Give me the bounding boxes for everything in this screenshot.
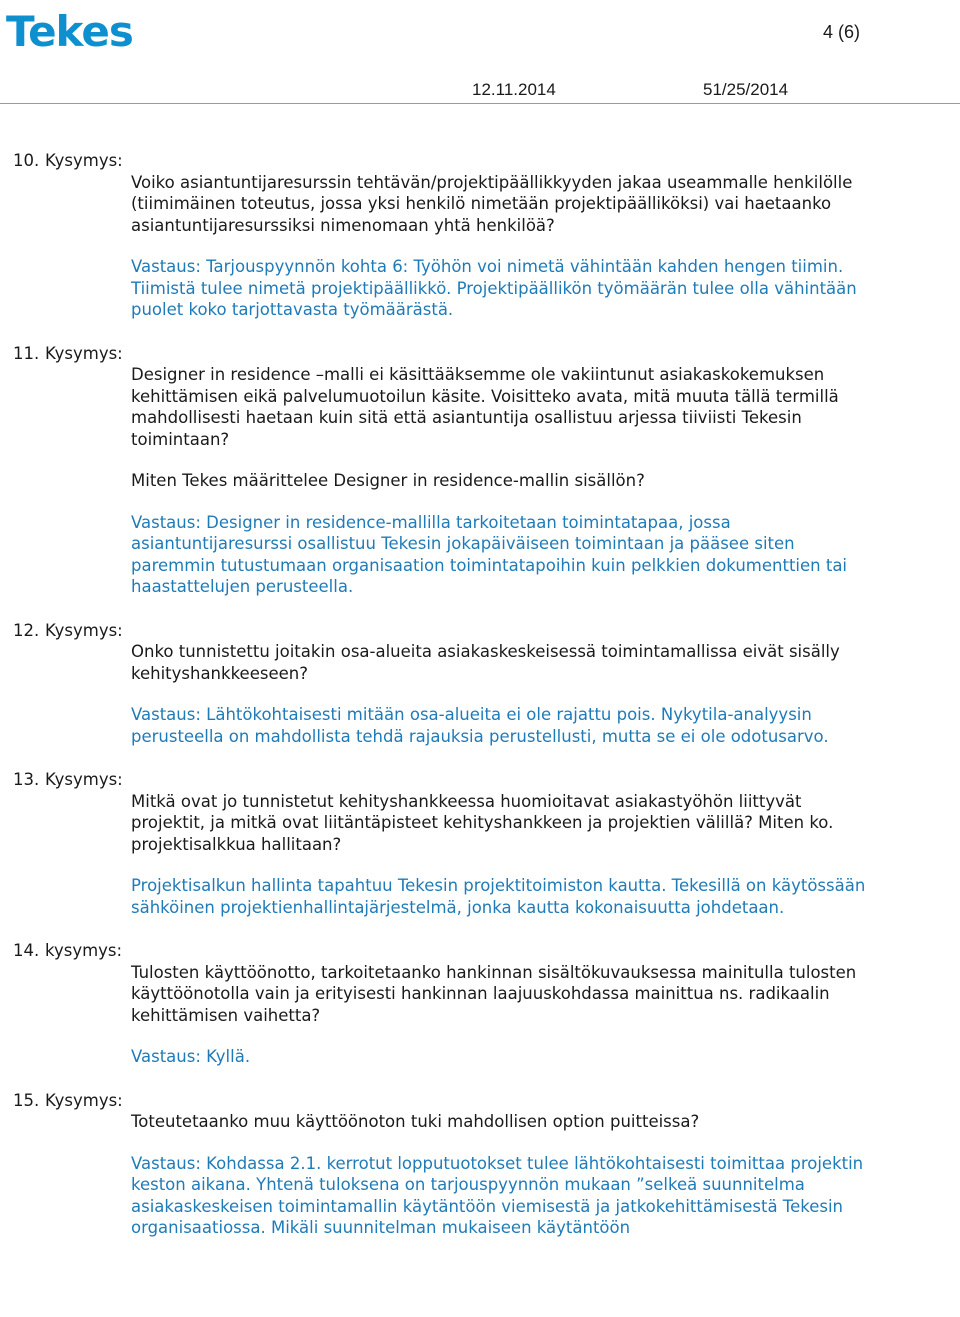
question-text: Toteutetaanko muu käyttöönoton tuki mahdollisen option puitteissa?	[131, 1112, 700, 1131]
question-text: Mitkä ovat jo tunnistetut kehityshankkeessa huomioitavat asiakastyöhön liittyvät projektit, ja mitkä ovat liitäntäpisteet kehityshankkeen ja projektien välillä? Miten ko. projektisalkkua hallitaan?	[131, 791, 834, 854]
answer-text: Vastaus: Tarjouspyynnön kohta 6: Työhön voi nimetä vähintään kahden hengen tiimin. Tiimistä tulee nimetä projektipäällikkö. Projektipäällikön työmäärän tulee olla vähintään puolet koko tarjottavasta työmäärästä.	[131, 257, 857, 319]
question-label: Kysymys:	[45, 1090, 123, 1110]
header-divider	[0, 103, 960, 104]
question-heading	[0, 150, 960, 172]
question-number: 11.	[13, 343, 40, 363]
question-label: kysymys:	[45, 941, 123, 960]
qa-item-11	[0, 343, 960, 598]
qa-item-13	[0, 769, 960, 918]
question-number: 15.	[13, 1090, 40, 1110]
question-heading	[0, 1090, 960, 1112]
page-header	[0, 0, 960, 106]
question-number: 13.	[13, 770, 40, 789]
question-text: Designer in residence –malli ei käsittääksemme ole vakiintunut asiakaskokemuksen kehittämisen eikä palvelumuotoilun käsite. Voisitteko avata, mitä muuta tällä termillä mahdollisesti haetaan kuin sitä että asiantuntija osallistuu arjessa tiiviisti Tekesin toimintaan?	[131, 365, 839, 449]
question-label: Kysymys:	[45, 343, 123, 363]
question-text: Voiko asiantuntijaresurssin tehtävän/projektipäällikkyyden jakaa useammalle henkilölle (tiimimäinen toteutus, jossa yksi henkilö nimetään projektipäälliköksi) vai haetaanko asiantuntijaresurssiksi nimenomaan yhtä henkilöä?	[131, 172, 853, 235]
question-number: 12.	[13, 620, 40, 640]
qa-item-15	[0, 1090, 960, 1239]
question-label: Kysymys:	[45, 151, 123, 170]
question-label: Kysymys:	[45, 620, 123, 640]
page-number: 4 (6)	[822, 22, 860, 42]
question-heading	[0, 769, 960, 791]
answer-text: Vastaus: Kohdassa 2.1. kerrotut lopputuotokset tulee lähtökohtaisesti toimittaa projektin keston aikana. Yhtenä tuloksena on tarjouspyynnön mukaan ”selkeä suunnitelma asiakaskeskeisen toimintamallin käytäntöön viemisestä ja jatkokehittämisestä Tekesin organisaatiossa. Mikäli suunnitelman mukaiseen käytäntöön	[131, 1153, 864, 1237]
answer-text: Vastaus: Designer in residence-mallilla tarkoitetaan toimintatapaa, jossa asiantuntijaresurssi osallistuu Tekesin jokapäiväiseen toimintaan ja pääsee siten paremmin tutustumaan organisaation toimintatapoihin kuin pelkkien dokumenttien tai haastattelujen perusteella.	[131, 512, 848, 596]
document-date: 12.11.2014	[472, 80, 556, 99]
qa-item-12	[0, 620, 960, 748]
answer-text: Projektisalkun hallinta tapahtuu Tekesin projektitoimiston kautta. Tekesillä on käytössään sähköinen projektienhallintajärjestelmä, jonka kautta kokonaisuutta johdetaan.	[131, 876, 866, 917]
document-reference: 51/25/2014	[703, 80, 789, 99]
document-body	[0, 150, 960, 1239]
qa-item-14	[0, 940, 960, 1068]
question-heading	[0, 940, 960, 962]
question-heading	[0, 620, 960, 642]
question-text: Onko tunnistettu joitakin osa-alueita asiakaskeskeisessä toimintamallissa eivät sisälly kehityshankkeeseen?	[131, 642, 840, 683]
question-heading	[0, 343, 960, 365]
question-number: 14.	[13, 941, 40, 960]
question-followup-text: Miten Tekes määrittelee Designer in residence-mallin sisällön?	[131, 471, 645, 490]
tekes-logo: Tekes	[6, 7, 133, 56]
question-text: Tulosten käyttöönotto, tarkoitetaanko hankinnan sisältökuvauksessa mainitulla tulosten käyttöönotolla vain ja erityisesti hankinnan laajuuskohdassa mainittua ns. radikaalin kehittämisen vaihetta?	[131, 962, 857, 1025]
answer-text: Vastaus: Kyllä.	[131, 1047, 251, 1066]
question-number: 10.	[13, 151, 40, 170]
question-label: Kysymys:	[45, 770, 123, 789]
qa-item-10	[0, 150, 960, 321]
answer-text: Vastaus: Lähtökohtaisesti mitään osa-alueita ei ole rajattu pois. Nykytila-analyysin perusteella on mahdollista tehdä rajauksia perustellusti, mutta se ei ole odotusarvo.	[131, 705, 829, 746]
